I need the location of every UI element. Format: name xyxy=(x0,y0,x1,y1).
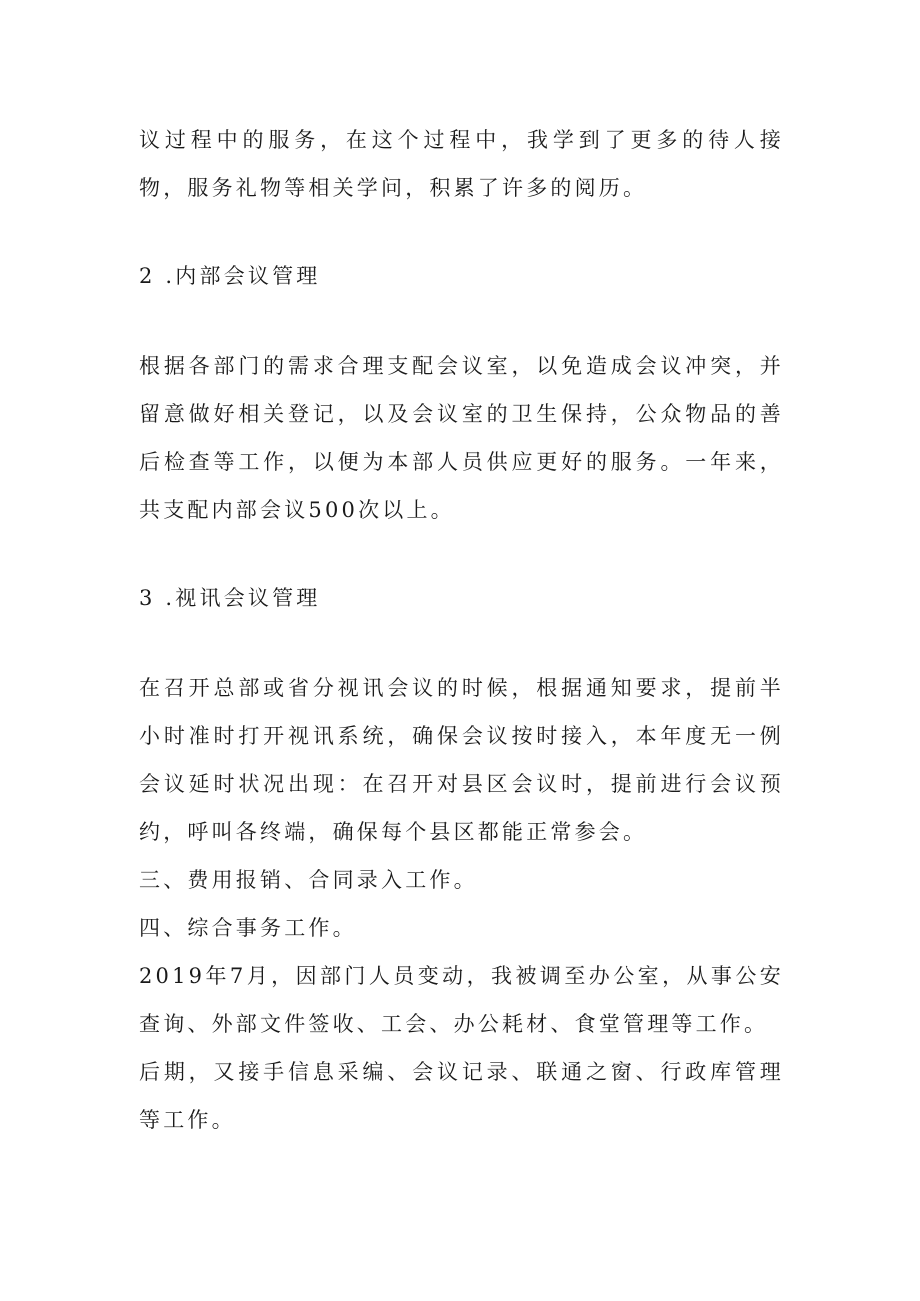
heading-internal-meeting-management: 2 .内部会议管理 xyxy=(139,264,321,288)
paragraph-meeting-service: 议过程中的服务，在这个过程中，我学到了更多的待人接物，服务礼物等相关学问，积累了许多的阅历。 xyxy=(139,128,784,200)
paragraph-video-conference: 在召开总部或省分视讯会议的时候，根据通知要求，提前半小时准时打开视讯系统，确保会议按时接入，本年度无一例会议延时状况出现：在召开对县区会议时，提前进行会议预约，呼叫各终端，确保每个县区都能正常参会。 xyxy=(139,676,784,844)
document-body xyxy=(139,116,784,1144)
section-general-affairs: 四、综合事务工作。 xyxy=(139,916,357,940)
heading-video-conference-management: 3 .视讯会议管理 xyxy=(139,586,321,610)
paragraph-later-tasks: 后期，又接手信息采编、会议记录、联通之窗、行政库管理等工作。 xyxy=(139,1060,784,1132)
paragraph-transfer-office: 2019年7月，因部门人员变动，我被调至办公室，从事公安查询、外部文件签收、工会、办公耗材、食堂管理等工作。 xyxy=(139,964,784,1036)
section-expense-contract: 三、费用报销、合同录入工作。 xyxy=(139,868,478,892)
paragraph-internal-meeting: 根据各部门的需求合理支配会议室，以免造成会议冲突，并留意做好相关登记，以及会议室的卫生保持，公众物品的善后检查等工作，以便为本部人员供应更好的服务。一年来，共支配内部会议500次以上。 xyxy=(139,354,784,522)
